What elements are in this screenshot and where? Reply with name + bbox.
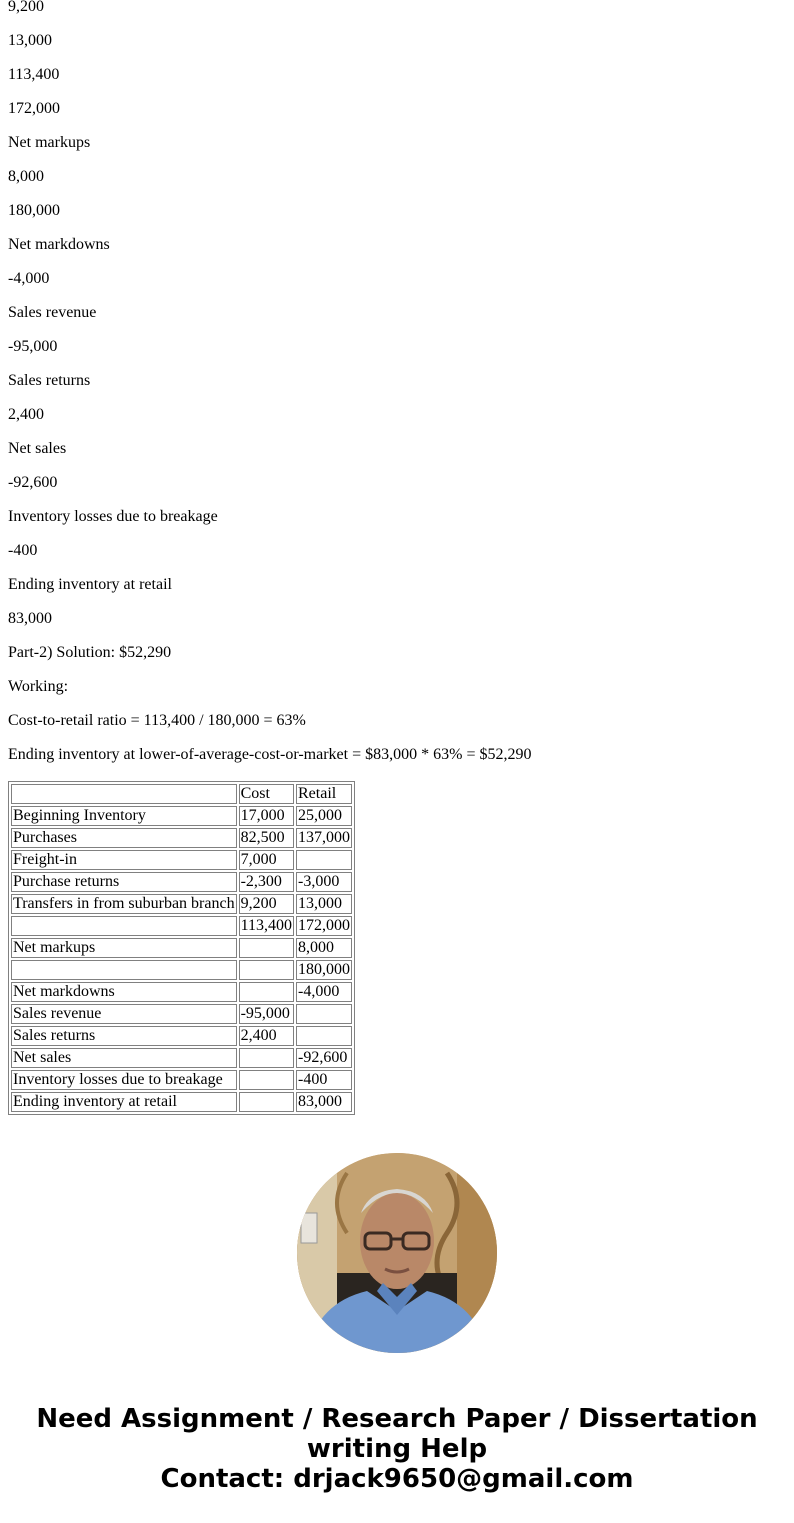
- row-label-cell: [11, 960, 237, 980]
- cost-cell: 82,500: [239, 828, 294, 848]
- promo-line-2: writing Help: [306, 1434, 488, 1464]
- promo-footer: [0, 1404, 794, 1494]
- text-line: 113,400: [8, 66, 60, 83]
- retail-cell: -3,000: [296, 872, 352, 892]
- solution-heading: Part-2) Solution: $52,290: [8, 644, 172, 661]
- table-row: [11, 828, 352, 848]
- cost-cell: 2,400: [239, 1026, 294, 1046]
- cost-cell: 9,200: [239, 894, 294, 914]
- retail-cell: 172,000: [298, 917, 350, 934]
- cost-cell: [239, 1048, 294, 1068]
- cost-cell: -2,300: [239, 872, 294, 892]
- retail-cell: [296, 1026, 352, 1046]
- table-row: [11, 1070, 352, 1090]
- cost-cell: [239, 938, 294, 958]
- text-line: 83,000: [8, 610, 52, 627]
- table-row: [11, 1004, 352, 1024]
- text-line: 8,000: [8, 168, 44, 185]
- text-line: Net markdowns: [8, 236, 110, 253]
- person-photo-icon: [297, 1153, 497, 1353]
- header-cell-blank: [11, 784, 237, 804]
- retail-cell: 180,000: [298, 961, 350, 978]
- row-label-cell: Ending inventory at retail: [11, 1092, 237, 1112]
- working-label: Working:: [8, 678, 69, 695]
- inventory-table: [8, 781, 355, 1115]
- cost-cell: -95,000: [239, 1004, 294, 1024]
- table-row: [11, 960, 352, 980]
- text-line: 172,000: [8, 100, 60, 117]
- retail-cell: 25,000: [296, 806, 352, 826]
- text-line: 13,000: [8, 32, 52, 49]
- cost-cell: [239, 1092, 294, 1112]
- row-label-cell: Sales returns: [11, 1026, 237, 1046]
- header-cell-cost: Cost: [239, 784, 294, 804]
- text-line: -95,000: [8, 338, 58, 355]
- cost-cell: [239, 1070, 294, 1090]
- text-line: Ending inventory at retail: [8, 576, 172, 593]
- table-row: [11, 1092, 352, 1112]
- promo-line-1: Need Assignment / Research Paper / Dissertation: [36, 1404, 758, 1434]
- retail-cell: [296, 1004, 352, 1024]
- row-label-cell: Net markdowns: [11, 982, 237, 1002]
- text-line: Inventory losses due to breakage: [8, 508, 218, 525]
- retail-cell: 137,000: [298, 829, 350, 846]
- cost-cell: 7,000: [239, 850, 294, 870]
- table-row: [11, 872, 352, 892]
- row-label-cell: Net sales: [11, 1048, 237, 1068]
- row-label-cell: Beginning Inventory: [11, 806, 237, 826]
- retail-cell: 8,000: [296, 938, 352, 958]
- inventory-formula: Ending inventory at lower-of-average-cost-or-market = $83,000 * 63% = $52,290: [8, 746, 532, 763]
- row-label-cell: Freight-in: [11, 850, 237, 870]
- header-cell-retail: Retail: [296, 784, 352, 804]
- table-header-row: [11, 784, 352, 804]
- table-row: [11, 916, 352, 936]
- table-row: [11, 1026, 352, 1046]
- cost-cell: 113,400: [240, 917, 292, 934]
- text-line: Net markups: [8, 134, 91, 151]
- row-label-cell: Net markups: [11, 938, 237, 958]
- row-label-cell: Purchases: [11, 828, 237, 848]
- retail-cell: -4,000: [296, 982, 352, 1002]
- inventory-table-container: [8, 781, 355, 1115]
- text-line: 2,400: [8, 406, 44, 423]
- text-line: Net sales: [8, 440, 67, 457]
- author-avatar: [297, 1153, 497, 1353]
- retail-cell: 13,000: [296, 894, 352, 914]
- row-label-cell: Transfers in from suburban branch: [13, 895, 235, 912]
- table-row: [11, 850, 352, 870]
- ratio-formula: Cost-to-retail ratio = 113,400 / 180,000 = 63%: [8, 712, 306, 729]
- retail-cell: -92,600: [296, 1048, 352, 1068]
- table-row: [11, 1048, 352, 1068]
- retail-cell: -400: [296, 1070, 352, 1090]
- text-line: -92,600: [8, 474, 58, 491]
- cost-cell: [239, 982, 294, 1002]
- text-line: 9,200: [8, 0, 44, 15]
- row-label-cell: Inventory losses due to breakage: [11, 1070, 237, 1090]
- text-line: Sales revenue: [8, 304, 97, 321]
- table-row: [11, 806, 352, 826]
- retail-cell: [296, 850, 352, 870]
- cost-cell: 17,000: [239, 806, 294, 826]
- text-line: -4,000: [8, 270, 50, 287]
- solution-text: [8, 0, 531, 780]
- text-line: Sales returns: [8, 372, 91, 389]
- contact-email: Contact: drjack9650@gmail.com: [160, 1464, 634, 1494]
- table-row: [11, 938, 352, 958]
- text-line: -400: [8, 542, 38, 559]
- cost-cell: [239, 960, 294, 980]
- text-line: 180,000: [8, 202, 60, 219]
- row-label-cell: Purchase returns: [11, 872, 237, 892]
- row-label-cell: Sales revenue: [11, 1004, 237, 1024]
- table-row: [11, 894, 352, 914]
- table-row: [11, 982, 352, 1002]
- retail-cell: 83,000: [296, 1092, 352, 1112]
- row-label-cell: [11, 916, 237, 936]
